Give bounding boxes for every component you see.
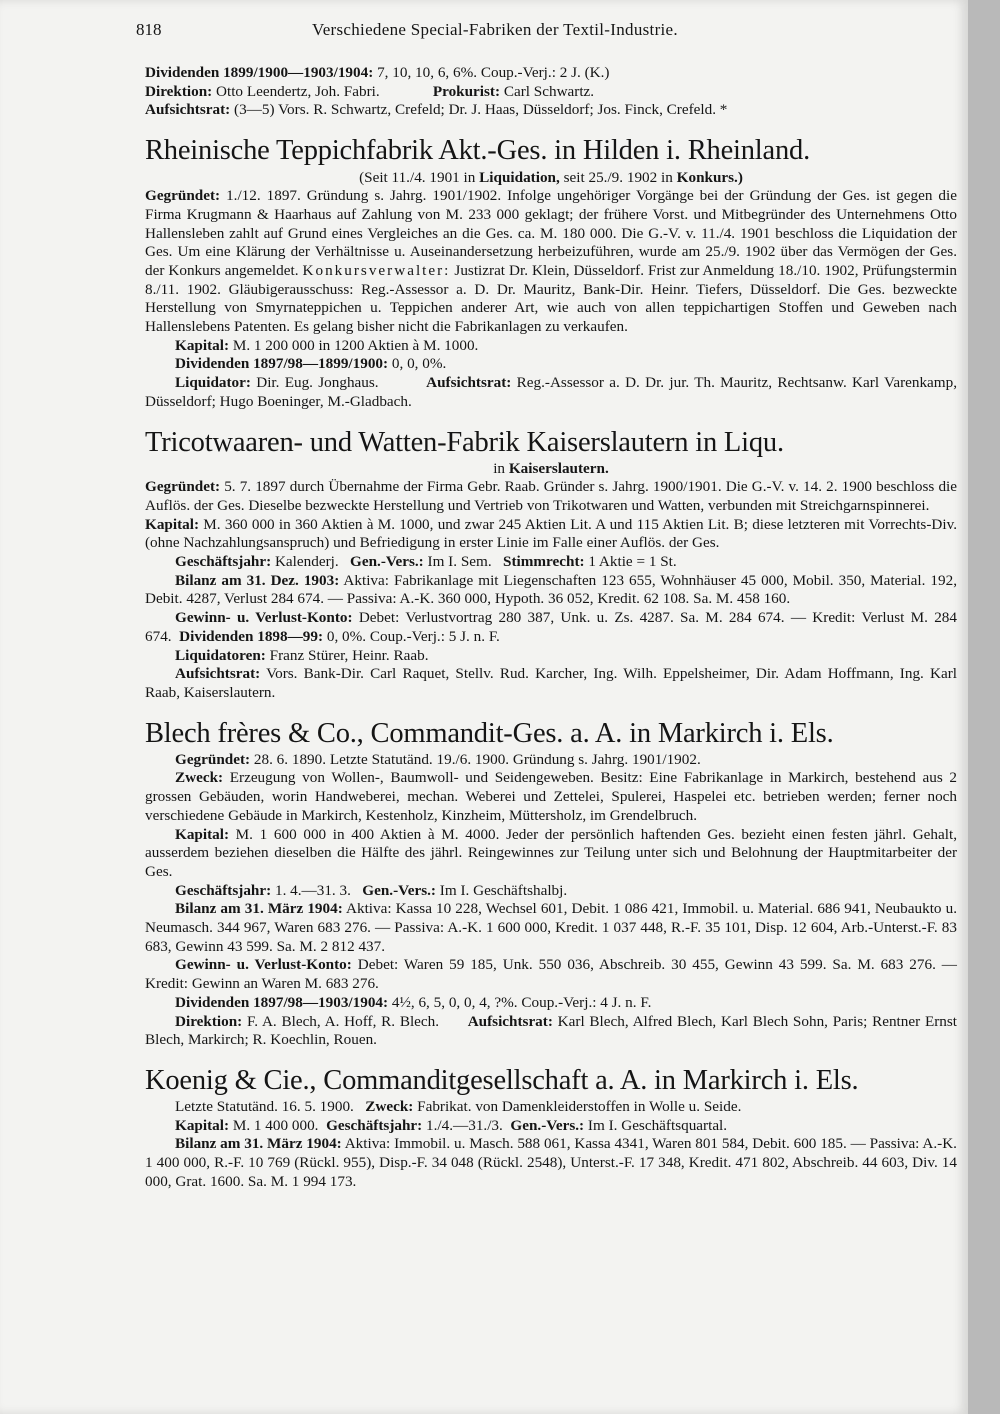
entry-line bbox=[145, 83, 957, 102]
field-value: 1. 4.—31. 3. bbox=[271, 881, 351, 899]
field-value: M. 1 400 000. bbox=[229, 1116, 319, 1134]
field-value: Erzeugung von Wollen-, Baumwoll- und Seidengeweben. Besitz: Eine Fabrikanlage in Markirch, bestehend aus 2 grossen Gebäuden, worin Handweberei, mechan. Weberei und Zettelei, Spulerei, Haspelei etc. betrieben werden; ferner noch verschiedene Gebäude in Markirch, Kestenholz, Kinzheim, Müttersholz, im Grendelbruch. bbox=[145, 769, 957, 824]
entry-paragraph bbox=[145, 1135, 957, 1191]
field-value: M. 1 600 000 in 400 Aktien à M. 4000. Jeder der persönlich haftenden Ges. bezieht einen festen jährl. Gehalt, ausserdem beziehen dieselben die Hälfte des jährl. Reingewinnes zur Teilung unter sich und Belohnung der Hauptmitarbeiter der Ges. bbox=[145, 825, 957, 880]
field-value: Carl Schwartz. bbox=[500, 82, 595, 100]
entry-paragraph bbox=[145, 769, 957, 825]
field-value: Dir. Eug. Jonghaus. bbox=[250, 374, 379, 392]
field-label: Direktion: bbox=[175, 1012, 243, 1030]
field-label: Kapital: bbox=[145, 515, 200, 533]
entry-line bbox=[145, 553, 957, 572]
field-label: Zweck: bbox=[175, 769, 224, 787]
field-label: Dividenden 1897/98—1903/1904: bbox=[175, 993, 389, 1011]
field-label: Dividenden 1899/1900—1903/1904: bbox=[145, 64, 374, 81]
field-label: Stimmrecht: bbox=[503, 553, 585, 571]
field-label: Zweck: bbox=[365, 1097, 414, 1115]
field-label: Kapital: bbox=[175, 825, 230, 843]
company-title: Rheinische Teppichfabrik Akt.-Ges. in Hilden i. Rheinland. bbox=[145, 135, 810, 167]
company-title: Tricotwaaren- und Watten-Fabrik Kaiserslautern in Liqu. bbox=[145, 426, 784, 458]
field-value: Fabrikat. von Damenkleiderstoffen in Wolle u. Seide. bbox=[413, 1097, 742, 1115]
field-value: 1./12. 1897. Gründung s. Jahrg. 1901/1902. Infolge ungehöriger Vorgänge bei der Gründung der Ges. ist gegen die Firma Krugmann & Haarhaus auf Zahlung von M. 233 000 geklagt; der frühere Vorst. und Mitbegründer des Unternehmens Otto Hallensleben zahlt auf Grund eines Vergleiches an die Ges. ca. M. 180 000. Die G.-V. v. 11./4. 1901 beschloss die Liquidation der Ges. Um eine Klärung der Verhältnisse u. Auseinandersetzung herbeizuführen, wurde am 25./9. 1902 über das Vermögen der Ges. der Konkurs angemeldet. bbox=[145, 187, 957, 279]
field-value: Kalenderj. bbox=[271, 553, 339, 571]
entry-paragraph bbox=[145, 1098, 957, 1117]
entry-paragraph bbox=[145, 609, 957, 646]
field-label: Konkursverwalter: bbox=[302, 261, 451, 279]
field-value: Im I. Geschäftsquartal. bbox=[584, 1116, 728, 1134]
entry-line bbox=[145, 64, 957, 83]
field-value: M. 1 200 000 in 1200 Aktien à M. 1000. bbox=[229, 336, 479, 354]
field-value: 28. 6. 1890. Letzte Statutänd. 19./6. 1900. Gründung s. Jahrg. 1901/1902. bbox=[250, 750, 701, 768]
entry-line bbox=[145, 882, 957, 901]
field-label: Gegründet: bbox=[175, 750, 251, 768]
subtitle-text: (Seit 11./4. 1901 in bbox=[359, 169, 480, 187]
field-label: Geschäftsjahr: bbox=[175, 553, 272, 571]
field-label: Aufsichtsrat: bbox=[175, 665, 261, 683]
field-value: Vors. Bank-Dir. Carl Raquet, Stellv. Rud. Karcher, Ing. Wilh. Eppelsheimer, Dir. Adam Hoffmann, Ing. Karl Raab, Kaiserslautern. bbox=[145, 665, 957, 701]
field-label: Kapital: bbox=[175, 336, 230, 354]
entry-line bbox=[145, 647, 957, 666]
field-label: Kapital: bbox=[175, 1116, 230, 1134]
entry-line bbox=[145, 994, 957, 1013]
field-value: Im I. Sem. bbox=[423, 553, 492, 571]
field-label: Gewinn- u. Verlust-Konto: bbox=[175, 956, 352, 974]
subtitle-text: seit 25./9. 1902 in bbox=[559, 169, 677, 187]
field-label: Gen.-Vers.: bbox=[350, 553, 424, 571]
subtitle-bold: Konkurs.) bbox=[676, 169, 743, 187]
field-value: Aktiva: Kassa 10 228, Wechsel 601, Debit. 1 086 421, Immobil. u. Material. 686 941, Neubaukto u. Neumasch. 344 967, Waren 683 276. — Passiva: A.-K. 1 600 000, Kredit. 1 037 448, R.-F. 35 101, Disp. 12 604, Arb.-Unterst.-F. 83 683, Gewinn 43 599. Sa. M. 2 812 437. bbox=[145, 900, 957, 955]
field-value: 1./4.—31./3. bbox=[422, 1116, 503, 1134]
field-label: Gen.-Vers.: bbox=[362, 881, 436, 899]
field-label: Bilanz am 31. März 1904: bbox=[175, 1135, 342, 1153]
entry-paragraph bbox=[145, 751, 957, 770]
page-content bbox=[145, 64, 957, 1191]
field-label: Geschäftsjahr: bbox=[326, 1116, 423, 1134]
entry-paragraph bbox=[145, 516, 957, 553]
field-value: 4½, 6, 5, 0, 0, 4, ?%. Coup.-Verj.: 4 J. n. F. bbox=[388, 993, 652, 1011]
field-value: 5. 7. 1897 durch Übernahme der Firma Gebr. Raab. Gründer s. Jahrg. 1900/1901. Die G.-V. v. 14. 2. 1900 beschloss die Auflös. der Ges. Dieselbe bezweckte Herstellung und Vertrieb von Trikotwaren und Watten, verbunden mit Streichgarnspinnerei. bbox=[145, 478, 957, 514]
entry-paragraph bbox=[145, 1117, 957, 1136]
field-value: Aktiva: Immobil. u. Masch. 588 061, Kassa 4341, Waren 801 584, Debit. 600 185. — Passiva: A.-K. 1 400 000, R.-F. 10 769 (Rückl. 955), Disp.-F. 34 048 (Rückl. 2548), Unterst.-F. 17 348, Kredit. 471 802, Abschreib. 44 603, Div. 14 000, Grat. 1600. Sa. M. 1 994 173. bbox=[145, 1135, 957, 1190]
field-label: Gegründet: bbox=[145, 478, 221, 496]
running-title: Verschiedene Special-Fabriken der Textil-Industrie. bbox=[312, 20, 678, 39]
field-label: Gewinn- u. Verlust-Konto: bbox=[175, 609, 353, 627]
field-value: (3—5) Vors. R. Schwartz, Crefeld; Dr. J. Haas, Düsseldorf; Jos. Finck, Crefeld. * bbox=[230, 101, 728, 119]
subtitle-bold: Kaiserslautern. bbox=[508, 459, 609, 477]
field-label: Bilanz am 31. Dez. 1903: bbox=[175, 571, 340, 589]
field-label: Dividenden 1898—99: bbox=[179, 627, 324, 645]
company-subtitle bbox=[145, 460, 957, 479]
page-header bbox=[136, 20, 948, 50]
entry-paragraph bbox=[145, 665, 957, 702]
entry-paragraph bbox=[145, 187, 957, 337]
field-value: F. A. Blech, A. Hoff, R. Blech. bbox=[242, 1012, 440, 1030]
entry-line bbox=[145, 337, 957, 356]
field-value: Karl Blech, Alfred Blech, Karl Blech Sohn, Paris; Rentner Ernst Blech, Markirch; R. Koechlin, Rouen. bbox=[145, 1012, 957, 1049]
entry-line bbox=[145, 374, 957, 411]
entry-line bbox=[145, 101, 957, 120]
field-label: Gen.-Vers.: bbox=[510, 1116, 585, 1134]
field-value: Letzte Statutänd. 16. 5. 1900. bbox=[175, 1097, 354, 1115]
company-title: Blech frères & Co., Commandit-Ges. a. A. in Markirch i. Els. bbox=[145, 717, 834, 749]
field-value: Franz Stürer, Heinr. Raab. bbox=[265, 646, 429, 664]
subtitle-bold: Liquidation, bbox=[479, 169, 560, 187]
field-value: Reg.-Assessor a. D. Dr. jur. Th. Mauritz, Rechtsanw. Karl Varenkamp, Düsseldorf; Hugo Boeninger, M.-Gladbach. bbox=[145, 374, 957, 410]
field-value: M. 360 000 in 360 Aktien à M. 1000, und zwar 245 Aktien Lit. A und 115 Aktien Lit. B; diese letzteren mit Vorrechts-Div. (ohne Nachzahlungsanspruch) und Befriedigung in erster Linie im Falle einer Auflös. der Ges. bbox=[145, 515, 957, 552]
field-value: Justizrat Dr. Klein, Düsseldorf. Frist zur Anmeldung 18./10. 1902, Prüfungstermin 8./11. 1902. Gläubigerausschuss: Reg.-Assessor a. D. Dr. Mauritz, Bank-Dir. Heinr. Tiefers, Düsseldorf. Die Ges. bezweckte Herstellung von Smyrnateppichen u. Teppichen anderer Art, wie auch von allen teppichartigen Stoffen und Geweben nach Hallenslebens Patenten. Es gelang bisher nicht die Fabrikanlagen zu verkaufen. bbox=[145, 261, 958, 336]
field-value: Debet: Verlustvortrag 280 387, Unk. u. Zs. 4287. Sa. M. 284 674. — Kredit: Verlust M. 284 674. bbox=[145, 609, 957, 645]
entry-paragraph bbox=[145, 826, 957, 882]
field-label: Direktion: bbox=[145, 82, 213, 100]
field-value: 0, 0%. Coup.-Verj.: 5 J. n. F. bbox=[323, 627, 500, 645]
entry-paragraph bbox=[145, 1013, 957, 1050]
field-label: Gegründet: bbox=[145, 187, 221, 205]
field-label: Aufsichtsrat: bbox=[467, 1012, 553, 1030]
field-label: Geschäftsjahr: bbox=[175, 881, 272, 899]
field-label: Bilanz am 31. März 1904: bbox=[175, 900, 343, 918]
field-label: Aufsichtsrat: bbox=[426, 374, 512, 392]
field-value: 0, 0, 0%. bbox=[388, 355, 447, 373]
entry-paragraph bbox=[145, 956, 957, 993]
company-title: Koenig & Cie., Commanditgesellschaft a. A. in Markirch i. Els. bbox=[145, 1064, 859, 1096]
field-value: Otto Leendertz, Joh. Fabri. bbox=[212, 82, 380, 100]
field-label: Prokurist: bbox=[432, 82, 501, 100]
field-label: Dividenden 1897/98—1899/1900: bbox=[175, 355, 389, 373]
field-label: Aufsichtsrat: bbox=[145, 101, 231, 119]
field-label: Liquidator: bbox=[175, 374, 251, 392]
page-number: 818 bbox=[136, 20, 162, 39]
entry-paragraph bbox=[145, 900, 957, 956]
field-value: 7, 10, 10, 6, 6%. Coup.-Verj.: 2 J. (K.) bbox=[373, 64, 610, 81]
entry-paragraph bbox=[145, 478, 957, 515]
company-subtitle bbox=[145, 168, 957, 187]
field-label: Liquidatoren: bbox=[175, 646, 266, 664]
field-value: 1 Aktie = 1 St. bbox=[584, 553, 677, 571]
field-value: Debet: Waren 59 185, Unk. 550 036, Abschreib. 30 455, Gewinn 43 599. Sa. M. 683 276. — Kredit: Gewinn an Waren M. 683 276. bbox=[145, 956, 957, 993]
field-value: Im I. Geschäftshalbj. bbox=[435, 881, 568, 899]
entry-line bbox=[145, 355, 957, 374]
field-value: Aktiva: Fabrikanlage mit Liegenschaften 123 655, Wohnhäuser 45 000, Mobil. 350, Material. 192, Debit. 4287, Verlust 284 674. — Passiva: A.-K. 360 000, Hypoth. 36 052, Kredit. 62 108. Sa. M. 458 160. bbox=[145, 571, 957, 608]
entry-paragraph bbox=[145, 572, 957, 609]
subtitle-text: in bbox=[493, 459, 509, 477]
